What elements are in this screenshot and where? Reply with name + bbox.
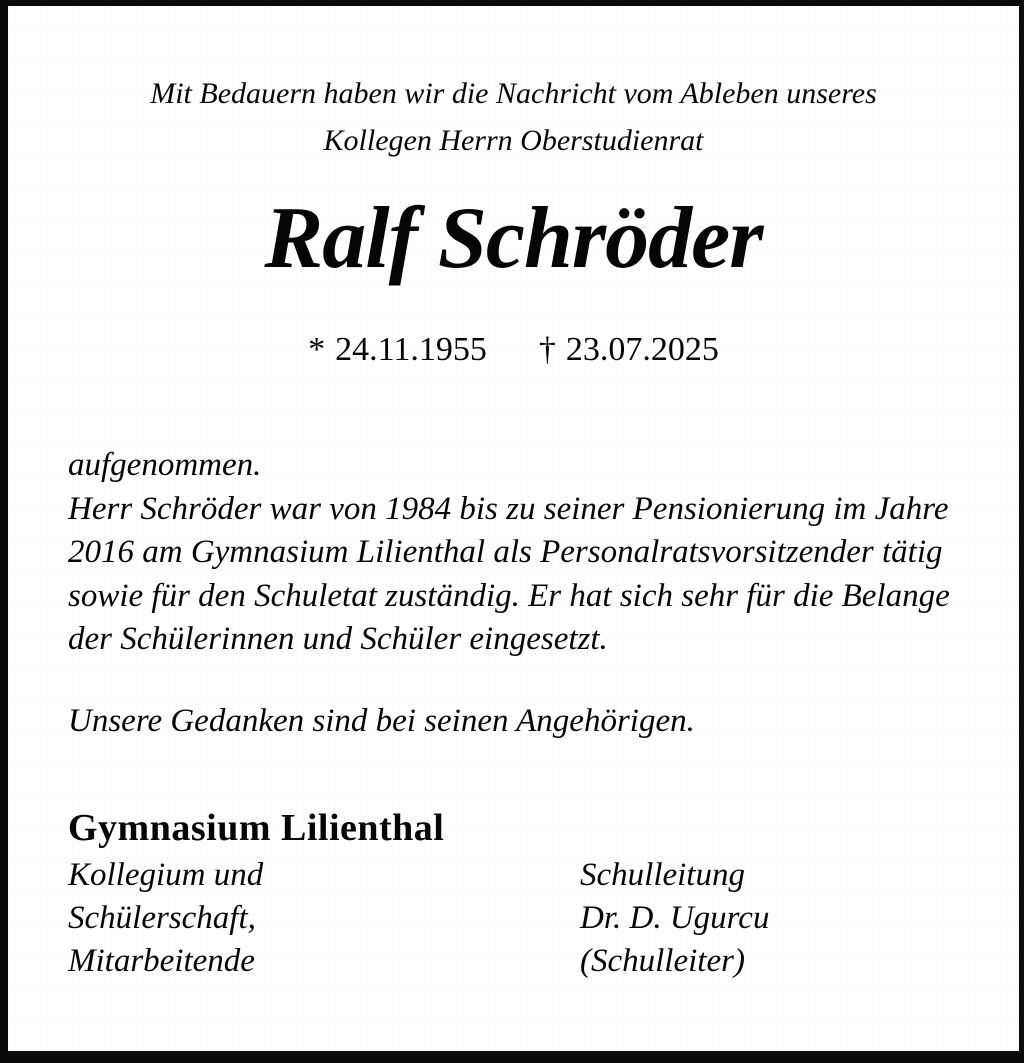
death-cross-symbol: † bbox=[538, 331, 556, 368]
death-date: 23.07.2025 bbox=[565, 331, 719, 368]
body-line: Herr Schröder war von 1984 bis zu seiner Pensionierung im Jahre bbox=[68, 490, 949, 527]
birth-date-group bbox=[308, 330, 487, 371]
signature-left-column bbox=[68, 854, 580, 983]
body-line: sowie für den Schuletat zuständig. Er hat sich sehr für die Belange bbox=[68, 577, 950, 614]
signature-right-line: (Schulleiter) bbox=[580, 943, 745, 979]
signature-right-line: Dr. D. Ugurcu bbox=[580, 900, 770, 936]
deceased-name: Ralf Schröder bbox=[264, 190, 763, 287]
condolence-text: Unsere Gedanken sind bei seinen Angehörigen. bbox=[68, 703, 695, 739]
body-text bbox=[68, 444, 978, 662]
intro-text bbox=[8, 70, 1019, 164]
body-line: 2016 am Gymnasium Lilienthal als Personalratsvorsitzender tätig bbox=[68, 534, 943, 570]
signature-columns bbox=[68, 854, 978, 983]
intro-line: Kollegen Herrn Oberstudienrat bbox=[323, 124, 704, 157]
signature-right-column bbox=[580, 854, 970, 983]
birth-date: 24.11.1955 bbox=[335, 331, 487, 368]
signature-left-line: Kollegium und bbox=[68, 857, 264, 893]
obituary-sheet bbox=[8, 6, 1019, 1051]
signature-right-line: Schulleitung bbox=[580, 857, 745, 893]
signature-left-line: Mitarbeitende bbox=[68, 943, 255, 979]
body-line: der Schülerinnen und Schüler eingesetzt. bbox=[68, 621, 608, 657]
life-dates bbox=[8, 330, 1019, 371]
death-date-group bbox=[539, 330, 719, 371]
birth-star-symbol: * bbox=[308, 331, 326, 368]
signature-left-line: Schülerschaft, bbox=[68, 900, 256, 936]
intro-line: Mit Bedauern haben wir die Nachricht vom Ableben unseres bbox=[150, 77, 877, 110]
body-line-fragment: aufgenommen. bbox=[68, 447, 262, 483]
signature-institution: Gymnasium Lilienthal bbox=[68, 807, 445, 849]
